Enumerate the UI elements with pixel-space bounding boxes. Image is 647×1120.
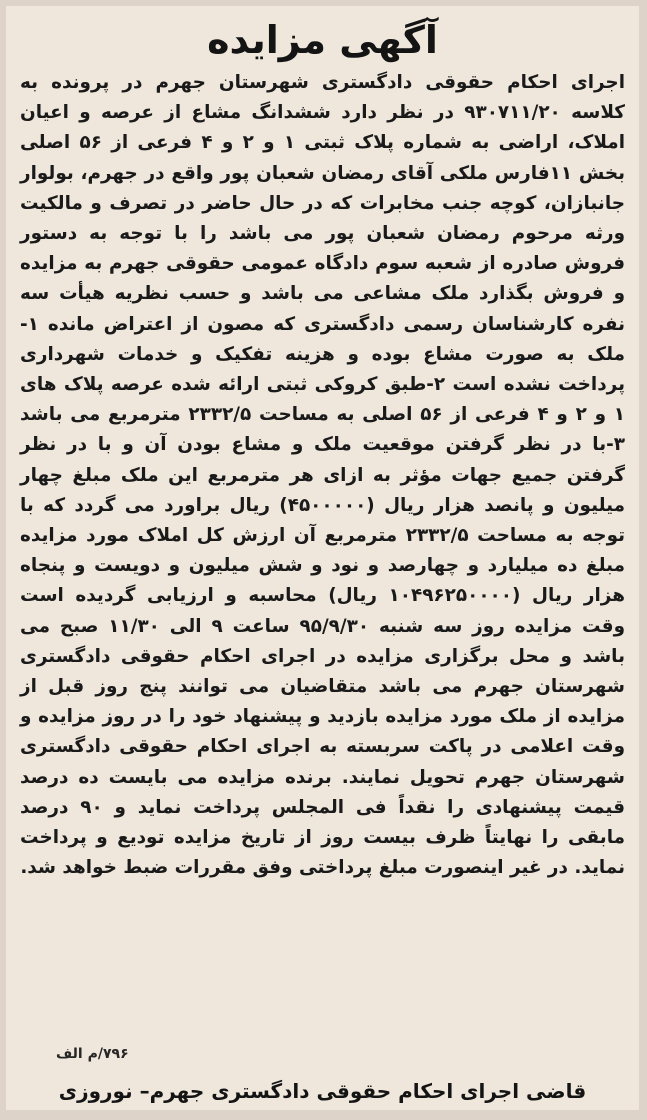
newspaper-clipping: [6, 6, 639, 1110]
reference-code: ۷۹۶/م الف: [56, 1046, 129, 1062]
ad-body: [20, 68, 625, 883]
ad-body-paragraph: اجرای احکام حقوقی دادگستری شهرستان جهرم در پرونده به کلاسه ۹۳۰۷۱۱/۲۰ در نظر دارد ششدانگ مشاع از عرصه و اعیان املاک، اراضی به شماره پلاک ثبتی ۱ و ۲ و ۴ فرعی از ۵۶ اصلی بخش ۱۱فارس ملکی آقای رمضان شعبان پور واقع در جهرم، بولوار جانبازان، کوچه جنب مخابرات که در حال حاضر در تصرف و مالکیت ورثه مرحوم رمضان شعبان پور می باشد را با توجه به دستور فروش صادره از شعبه سوم دادگاه عمومی حقوقی جهرم به مزایده و فروش بگذارد ملک مشاعی می باشد و حسب نظریه هیأت سه نفره کارشناسان رسمی دادگستری که مصون از اعتراض مانده ۱-ملک به صورت مشاع بوده و هزینه تفکیک و خدمات شهرداری پرداخت نشده است ۲-طبق کروکی ثبتی ارائه شده عرصه پلاک های ۱ و ۲ و ۴ فرعی از ۵۶ اصلی به مساحت ۲۳۳۲/۵ مترمربع می باشد ۳-با در نظر گرفتن موقعیت ملک و مشاع بودن آن و با در نظر گرفتن جمیع جهات مؤثر به ازای هر مترمربع این ملک مبلغ چهار میلیون و پانصد هزار ریال (۴۵۰۰۰۰۰) ریال براورد می گردد که با توجه به مساحت ۲۳۳۲/۵ مترمربع آن ارزش کل املاک مورد مزایده مبلغ ده میلیارد و چهارصد و نود و شش میلیون و دویست و پنجاه هزار ریال (۱۰۴۹۶۲۵۰۰۰۰ ریال) محاسبه و ارزیابی گردیده است وقت مزایده روز سه شنبه ۹۵/۹/۳۰ ساعت ۹ الی ۱۱/۳۰ صبح می باشد و محل برگزاری مزایده در اجرای احکام حقوقی دادگستری شهرستان جهرم می باشد متقاضیان می توانند پنج روز قبل از مزایده از ملک مورد مزایده بازدید و پیشنهاد خود را در روز مزایده و وقت اعلامی در پاکت سربسته به اجرای احکام حقوقی دادگستری شهرستان جهرم تحویل نمایند. برنده مزایده می بایست ده درصد قیمت پیشنهادی را نقداً فی المجلس پرداخت نماید و ۹۰ درصد مابقی را نهایتاً ظرف بیست روز از تاریخ مزایده تودیع و پرداخت نماید. در غیر اینصورت مبلغ پرداختی وفق مقررات ضبط خواهد شد.: [20, 72, 626, 879]
signature-line: قاضی اجرای احکام حقوقی دادگستری جهرم– نوروزی: [58, 1079, 587, 1103]
ad-title: آگهی مزایده: [207, 18, 438, 62]
